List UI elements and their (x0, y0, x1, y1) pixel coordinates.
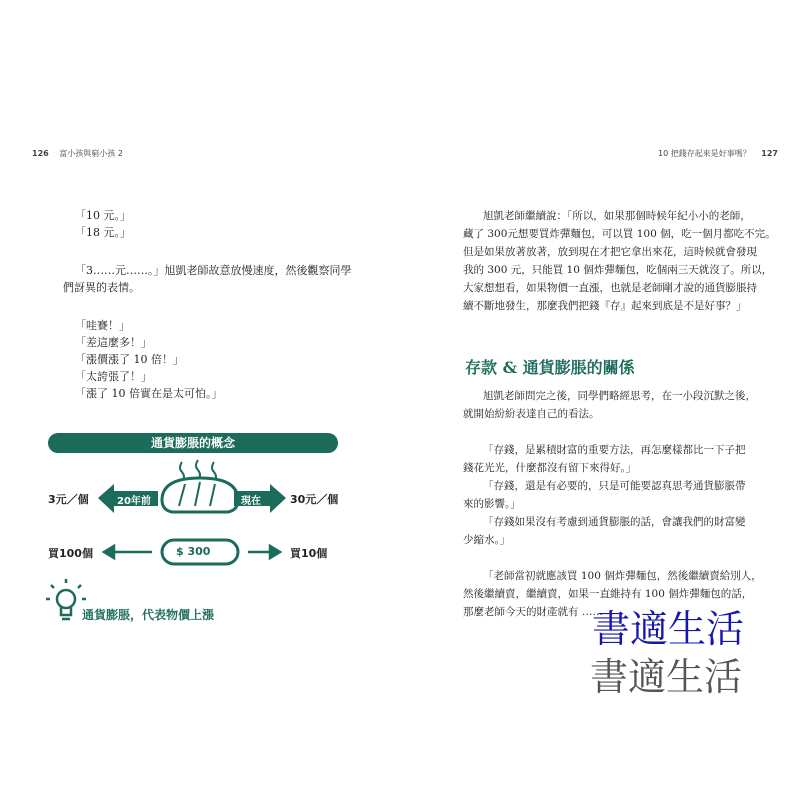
dialogue-line: 「差這麼多！」 (75, 336, 152, 349)
quote-line: 「存錢，是累積財富的重要方法，再怎麼樣都比一下子把 (483, 444, 746, 456)
money-label: $ 300 (176, 545, 211, 558)
quote-line: 錢花光光，什麼都沒有留下來得好。」 (463, 462, 637, 474)
narration-line: 「3……元……。」旭凱老師故意放慢速度，然後觀察同學 (75, 264, 352, 277)
arrow-left-label: 20年前 (117, 496, 151, 507)
paragraph-line: 旭凱老師問完之後，同學們略經思考，在一小段沉默之後， (483, 390, 756, 402)
quote-line: 少縮水。」 (463, 534, 511, 546)
dialogue-line: 「太誇張了！」 (75, 370, 152, 383)
paragraph-line: 大家想想看，如果物價一直漲，也就是老師剛才說的通貨膨脹持 (463, 282, 757, 294)
paragraph-line: 我的 300 元，只能買 10 個炸彈麵包，吃個兩三天就沒了。所以， (463, 264, 773, 276)
paragraph-line: 續不斷地發生，那麼我們把錢『存』起來到底是不是好事？」 (463, 300, 747, 312)
watermark-text: 書適生活 (592, 607, 745, 651)
diagram-caption: 通貨膨脹，代表物價上漲 (82, 608, 215, 622)
quote-line: 然後繼續賣，繼續賣，如果一直維持有 100 個炸彈麵包的話， (463, 588, 753, 600)
quote-line: 那麼老師今天的財產就有 …… (463, 606, 603, 618)
bread-icon (162, 478, 238, 512)
watermark-text-shadow: 書適生活 (590, 655, 743, 699)
dialogue-line: 「漲了 10 倍實在是太可怕。」 (75, 387, 223, 400)
left-running-title: 富小孩與窮小孩 2 (59, 149, 123, 158)
left-price-label: 3元／個 (48, 493, 89, 506)
diagram-title: 通貨膨脹的概念 (48, 433, 338, 453)
paragraph-line: 就開始紛紛表達自己的看法。 (463, 408, 600, 420)
lightbulb-icon (46, 579, 86, 619)
right-quantity-label: 買10個 (290, 547, 328, 560)
arrow-right-label: 現在 (241, 496, 261, 507)
quote-line: 來的影響。」 (463, 498, 521, 510)
right-section-text (463, 387, 762, 621)
dialogue-line: 「18 元。」 (75, 226, 131, 239)
paragraph-line: 旭凱老師繼續說：「所以，如果那個時候年紀小小的老師， (483, 210, 751, 222)
left-quantity-label: 買100個 (48, 547, 93, 560)
right-running-title: 10 把錢存起來是好事嗎？ (658, 149, 751, 158)
thin-arrow-right-icon (248, 546, 280, 558)
right-intro-text (463, 207, 776, 315)
dialogue-line: 「哇賽！」 (75, 319, 130, 332)
left-page-number: 126 (32, 149, 49, 158)
paragraph-line: 但是如果放著放著，放到現在才把它拿出來花，這時候就會發現 (463, 246, 757, 258)
quote-line: 「存錢，還是有必要的，只是可能要認真思考通貨膨脹帶 (483, 480, 746, 492)
right-page-number: 127 (761, 149, 778, 158)
quote-line: 「存錢如果沒有考慮到通貨膨脹的話，會讓我們的財富變 (483, 516, 746, 528)
section-title: 存款 & 通貨膨脹的關係 (465, 358, 635, 377)
right-price-label: 30元／個 (290, 493, 339, 506)
right-page-header (658, 148, 778, 159)
dialogue-line: 「漲價漲了 10 倍！」 (75, 353, 184, 366)
dialogue-line: 「10 元。」 (75, 209, 131, 222)
paragraph-line: 藏了 300元想要買炸彈麵包，可以買 100 個，吃一個月都吃不完。 (463, 228, 776, 240)
thin-arrow-left-icon (104, 546, 152, 558)
narration-line: 們訝異的表情。 (63, 281, 140, 294)
quote-line: 「老師當初就應該買 100 個炸彈麵包，然後繼續賣給別人， (483, 570, 762, 582)
